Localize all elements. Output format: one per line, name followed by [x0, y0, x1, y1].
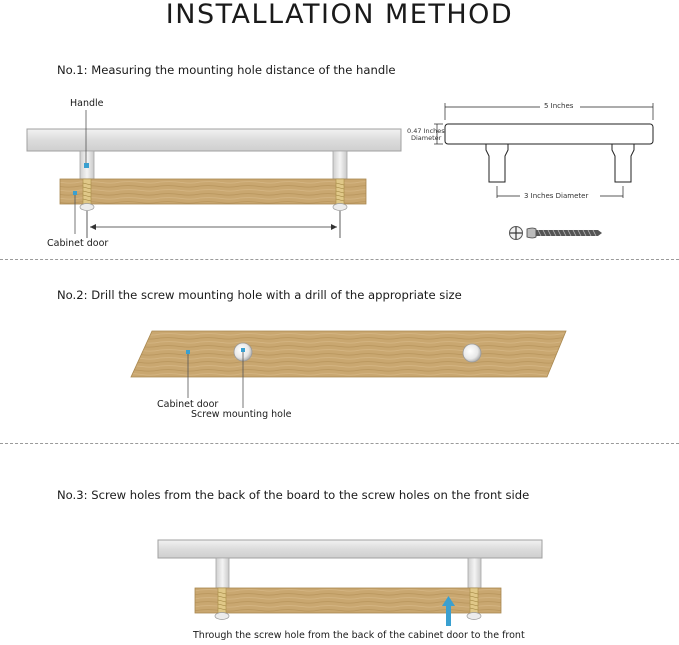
dimension-leg-left	[486, 144, 508, 182]
step-3-heading: No.3: Screw holes from the back of the board to the screw holes on the front side	[57, 488, 530, 502]
step-1-heading: No.1: Measuring the mounting hole distance of the handle	[57, 63, 396, 77]
handle-label: Handle	[70, 98, 104, 109]
handle-bar	[27, 129, 401, 151]
step2-board-assembly	[131, 331, 566, 408]
step-2-heading: No.2: Drill the screw mounting hole with a drill of the appropriate size	[57, 288, 462, 302]
step1-handle-assembly	[27, 110, 401, 238]
screw-hole-label: Screw mounting hole	[191, 409, 292, 420]
hole-marker	[241, 348, 245, 352]
angled-cabinet-door	[131, 331, 566, 377]
cabinet-door-board-3	[195, 588, 501, 613]
page-title: INSTALLATION METHOD	[165, 0, 514, 30]
door-marker-2	[186, 350, 190, 354]
screw-hole-right	[463, 344, 481, 362]
bar-diameter-label-line2: Diameter	[411, 134, 442, 142]
section-divider-1	[0, 259, 679, 260]
bar-diameter-label-line1: 0.47 Inches	[407, 127, 445, 135]
step-3-caption: Through the screw hole from the back of the cabinet door to the front	[193, 630, 525, 641]
step3-handle-assembly	[158, 540, 542, 626]
door-marker	[73, 191, 77, 195]
handle-marker	[84, 163, 89, 168]
cabinet-door-board	[60, 179, 366, 204]
cabinet-door-label-2: Cabinet door	[157, 399, 219, 410]
cabinet-door-label: Cabinet door	[47, 238, 109, 249]
dimension-bar-outline	[445, 124, 653, 144]
dimension-leg-right	[612, 144, 634, 182]
section-divider-2	[0, 443, 679, 444]
step1-dimension-drawing	[434, 103, 653, 198]
handle-bar-3	[158, 540, 542, 558]
handle-leg-right	[333, 151, 347, 179]
hole-spacing-label: 3 Inches Diameter	[524, 192, 589, 200]
screw-icon	[510, 227, 603, 240]
length-dimension-label: 5 Inches	[544, 102, 574, 110]
